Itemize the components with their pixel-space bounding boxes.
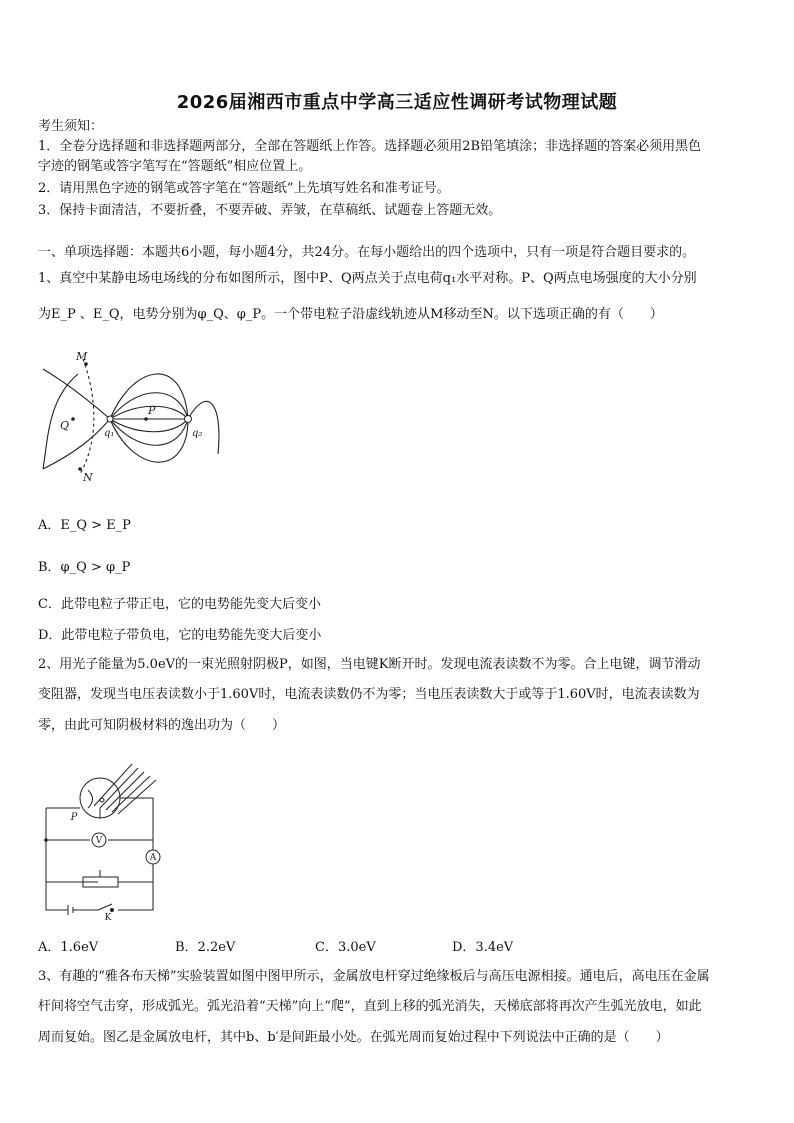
field-loop-bottom-inner <box>110 419 188 432</box>
label-P: P <box>148 404 156 417</box>
label-K: K <box>104 913 112 920</box>
page-title: 2026届湘西市重点中学高三适应性调研考试物理试题 <box>176 92 618 113</box>
section-heading: 一、单项选择题：本题共6小题，每小题4分，共24分。在每小题给出的四个选项中，只有一项是符合题目要求的。 <box>38 245 696 260</box>
battery <box>68 905 73 915</box>
label-q1: q₁ <box>104 428 115 439</box>
cathode-plate <box>88 790 93 808</box>
q3-text-line1: 3、有趣的“雅各布天梯”实验装置如图中图甲所示，金属放电杆穿过绝缘板后与高压电源相接。通电后，高电压在金属 <box>38 969 710 984</box>
point-P-dot <box>144 417 148 421</box>
point-N-dot <box>78 467 82 471</box>
q1-text-line1: 1、真空中某静电场电场线的分布如图所示，图中P、Q两点关于点电荷q₁水平对称。P、Q两点电场强度的大小分别 <box>38 271 697 286</box>
q2-option-a[interactable]: A．1.6eV <box>38 940 99 955</box>
label-P: P <box>70 812 78 823</box>
q1-field-figure <box>38 344 228 484</box>
point-Q-dot <box>71 417 75 421</box>
q2-option-b[interactable]: B．2.2eV <box>175 940 236 955</box>
q3-text-line2: 杆间将空气击穿，形成弧光。弧光沿着“天梯”向上“爬”，直到上移的弧光消失，天梯底部将再次产生弧光放电，如此 <box>38 999 702 1014</box>
light-rays <box>94 764 156 814</box>
charge-q2-marker <box>185 416 192 423</box>
charge-q1-marker <box>107 416 113 422</box>
switch-k <box>73 904 112 910</box>
notice-heading: 考生须知： <box>38 119 104 134</box>
q2-option-c[interactable]: C．3.0eV <box>315 940 376 955</box>
q2-text-line1: 2、用光子能量为5.0eV的一束光照射阴极P，如图，当电键K断开时。发现电流表读数不为零。合上电键，调节滑动 <box>38 657 701 672</box>
notice-item-1: 1．全卷分选择题和非选择题两部分，全部在答题纸上作答。选择题必须用2B铅笔填涂；非选择题的答案必须用黑色 <box>38 139 702 154</box>
q2-text-line2: 变阻器，发现当电压表读数小于1.60V时，电流表读数仍不为零；当电压表读数大于或等于1.60V时，电流表读数为 <box>38 687 700 702</box>
q1-option-b[interactable]: B．φ_Q > φ_P <box>38 560 131 575</box>
field-line-lower-left <box>43 419 110 469</box>
q1-option-c[interactable]: C．此带电粒子带正电，它的电势能先变大后变小 <box>38 597 321 612</box>
label-Q: Q <box>60 419 70 432</box>
notice-item-1-cont: 字迹的钢笔或答字笔写在“答题纸”相应位置上。 <box>38 159 312 174</box>
label-A: A <box>149 853 157 863</box>
q1-option-d[interactable]: D．此带电粒子带负电，它的电势能先变大后变小 <box>38 628 322 643</box>
q2-option-d[interactable]: D．3.4eV <box>452 940 514 955</box>
label-M: M <box>76 350 88 363</box>
label-q2: q₂ <box>192 428 203 439</box>
label-N: N <box>83 471 93 484</box>
q3-text-line3: 周而复始。图乙是金属放电杆，其中b、b′是间距最小处。在弧光周而复始过程中下列说法中正确的是（ ） <box>38 1030 669 1045</box>
q2-circuit-figure <box>38 760 168 920</box>
circuit-left-wire <box>46 808 100 910</box>
anode <box>100 798 104 802</box>
q1-option-a[interactable]: A．E_Q > E_P <box>38 518 131 533</box>
q1-text-line2: 为E_P 、E_Q，电势分别为φ_Q、φ_P。一个带电粒子沿虚线轨迹从M移动至N。以下选项正确的有（ ） <box>38 307 663 322</box>
label-V: V <box>95 836 103 846</box>
notice-item-2: 2．请用黑色字迹的钢笔或答字笔在“答题纸”上先填写姓名和准考证号。 <box>38 181 450 196</box>
notice-item-3: 3．保持卡面清洁，不要折叠，不要弄破、弄皱，在草稿纸、试题卷上答题无效。 <box>38 203 502 218</box>
q2-text-line3: 零，由此可知阴极材料的逸出功为（ ） <box>38 718 286 733</box>
particle-trajectory <box>80 359 94 474</box>
